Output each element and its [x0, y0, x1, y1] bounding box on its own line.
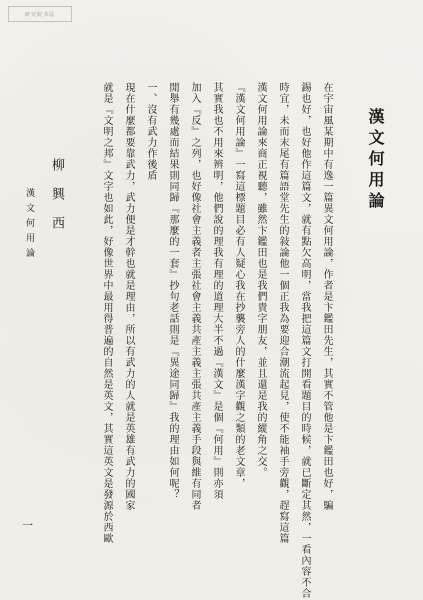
running-title: 漢文何用論 [24, 188, 34, 263]
text-column: 錫也好，也好他作這篇文，就有點欠高明，當我把這篇文打開看題目的時候，就已斷定其然，一看內容不合 [299, 82, 310, 599]
collection-stamp [8, 6, 72, 22]
stamp-text: 研究院书法 [24, 11, 55, 18]
page-number: 一 [22, 519, 33, 532]
text-column: 加入『反』之列，也好像社會主義者主張社會主義共產主義主張共產主義手段與維有同者 [189, 82, 200, 511]
text-column: 現在什麼都要靠武力，武力便是才幹也就是理由，所以有武力的人就是英雄有武力的國家 [123, 82, 134, 511]
section-heading: 一、沒有武力作後盾 [145, 82, 156, 181]
text-column: 『漢文何用論』一寫這標題目必有人疑心我在抄襲旁人的什麼漢字觀之類的老文章， [233, 82, 244, 489]
body-text [97, 82, 335, 599]
article-title: 漢文何用論 [366, 108, 385, 213]
text-column: 就是『文明之邦』文字也如此，好像世界中最用得普遍的自然是英文，其實這英文是發源於西歐 [101, 82, 112, 544]
text-column: 時宜，未而末尾有篇語堂先生的敍論他一個正我為要迎合潮流起見，使不能袖手旁觀，趕寫這篇 [277, 82, 288, 544]
text-column: 在宇宙風某期中有逸一篇異文何用論，作者是卞鑑田先生，其實不管他是卞鑑田也好，騙 [321, 82, 332, 511]
text-column: 閒舉有幾處而結果則同歸『那麼的一套』抄句老話則是『異途同歸』我的理由如何呢？ [167, 82, 178, 500]
author-name: 柳興西 [49, 158, 64, 245]
text-column: 其實我也不用來辨明，他們說的理我有理的道理大半不過『漢文』是個『何用』則亦須 [211, 82, 222, 500]
text-column: 漢文何用論來商正視聽，雖然卞鑑田也是我們貴字朋友，並且還是我的縱角之交。 [255, 82, 266, 478]
